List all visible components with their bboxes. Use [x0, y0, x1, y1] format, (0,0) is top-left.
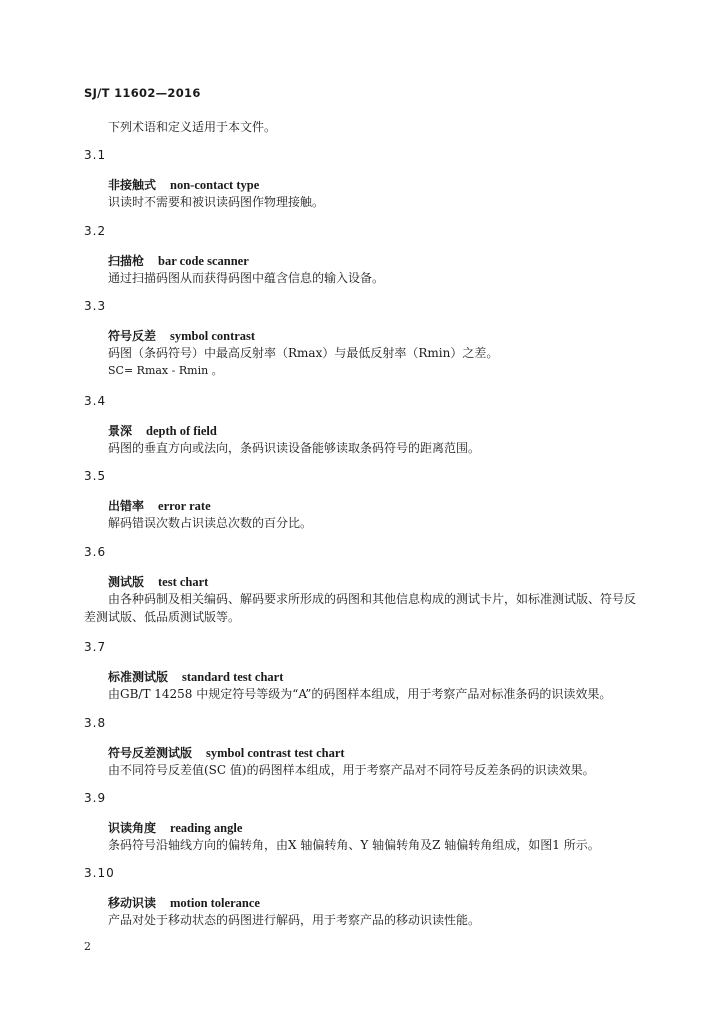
term-cn: 景深 — [108, 424, 133, 438]
term-definition: 解码错误次数占识读总次数的百分比。 — [108, 516, 313, 530]
formula: SC= Rmax - Rmin 。 — [108, 364, 223, 377]
section-number: 3.6 — [84, 545, 107, 559]
term-en: depth of field — [146, 424, 217, 438]
term-title — [108, 820, 644, 836]
intro-text: 下列术语和定义适用于本文件。 — [108, 120, 277, 134]
term-definition: 通过扫描码图从而获得码图中蕴含信息的输入设备。 — [108, 271, 385, 285]
term-cn: 识读角度 — [108, 821, 157, 835]
term-definition: 码图（条码符号）中最高反射率（Rmax）与最低反射率（Rmin）之差。 — [108, 346, 499, 360]
term-section-3-4 — [84, 394, 644, 457]
term-cn: 出错率 — [108, 499, 145, 513]
term-section-3-5 — [84, 469, 644, 532]
term-en: test chart — [158, 575, 209, 589]
term-cn: 非接触式 — [108, 178, 157, 192]
section-number: 3.1 — [84, 148, 107, 162]
term-en: non-contact type — [170, 178, 260, 192]
term-cn: 移动识读 — [108, 896, 157, 910]
term-title — [108, 669, 644, 685]
term-title — [108, 177, 644, 193]
section-number: 3.9 — [84, 791, 107, 805]
term-section-3-6 — [84, 545, 644, 626]
term-definition: 条码符号沿轴线方向的偏转角，由X 轴偏转角、Y 轴偏转角及Z 轴偏转角组成，如图1 所示。 — [108, 838, 600, 852]
term-cn: 符号反差 — [108, 329, 157, 343]
term-definition: 产品对处于移动状态的码图进行解码，用于考察产品的移动识读性能。 — [108, 913, 481, 927]
section-number: 3.2 — [84, 224, 107, 238]
term-title — [108, 253, 644, 269]
term-en: standard test chart — [182, 670, 284, 684]
term-en: symbol contrast test chart — [206, 746, 345, 760]
term-en: reading angle — [170, 821, 243, 835]
section-number: 3.10 — [84, 866, 115, 880]
term-en: symbol contrast — [170, 329, 256, 343]
term-definition: 由GB/T 14258 中规定符号等级为“A”的码图样本组成，用于考察产品对标准条码的识读效果。 — [108, 687, 612, 701]
term-definition: 识读时不需要和被识读码图作物理接触。 — [108, 195, 325, 209]
term-definition: 由不同符号反差值(SC 值)的码图样本组成，用于考察产品对不同符号反差条码的识读效果。 — [108, 763, 595, 777]
term-section-3-1 — [84, 148, 644, 211]
term-title — [108, 745, 644, 761]
term-cn: 测试版 — [108, 575, 145, 589]
section-number: 3.4 — [84, 394, 107, 408]
term-title — [108, 574, 644, 590]
term-cn: 符号反差测试版 — [108, 746, 193, 760]
term-definition: 由各种码制及相关编码、解码要求所形成的码图和其他信息构成的测试卡片，如标准测试版、符号反差测试版、低品质测试版等。 — [84, 592, 637, 624]
term-en: error rate — [158, 499, 211, 513]
term-cn: 扫描枪 — [108, 254, 145, 268]
term-section-3-3 — [84, 299, 644, 379]
term-en: bar code scanner — [158, 254, 249, 268]
term-cn: 标准测试版 — [108, 670, 169, 684]
term-section-3-2 — [84, 224, 644, 287]
section-number: 3.5 — [84, 469, 107, 483]
term-section-3-8 — [84, 716, 644, 779]
term-section-3-9 — [84, 791, 644, 854]
section-number: 3.8 — [84, 716, 107, 730]
section-number: 3.3 — [84, 299, 107, 313]
term-en: motion tolerance — [170, 896, 260, 910]
term-title — [108, 328, 644, 344]
term-title — [108, 423, 644, 439]
term-title — [108, 498, 644, 514]
term-title — [108, 895, 644, 911]
term-definition: 码图的垂直方向或法向，条码识读设备能够读取条码符号的距离范围。 — [108, 441, 481, 455]
term-section-3-7 — [84, 640, 644, 703]
term-section-3-10 — [84, 866, 644, 929]
document-header: SJ/T 11602—2016 — [84, 86, 201, 100]
page-number: 2 — [84, 940, 91, 953]
section-number: 3.7 — [84, 640, 107, 654]
